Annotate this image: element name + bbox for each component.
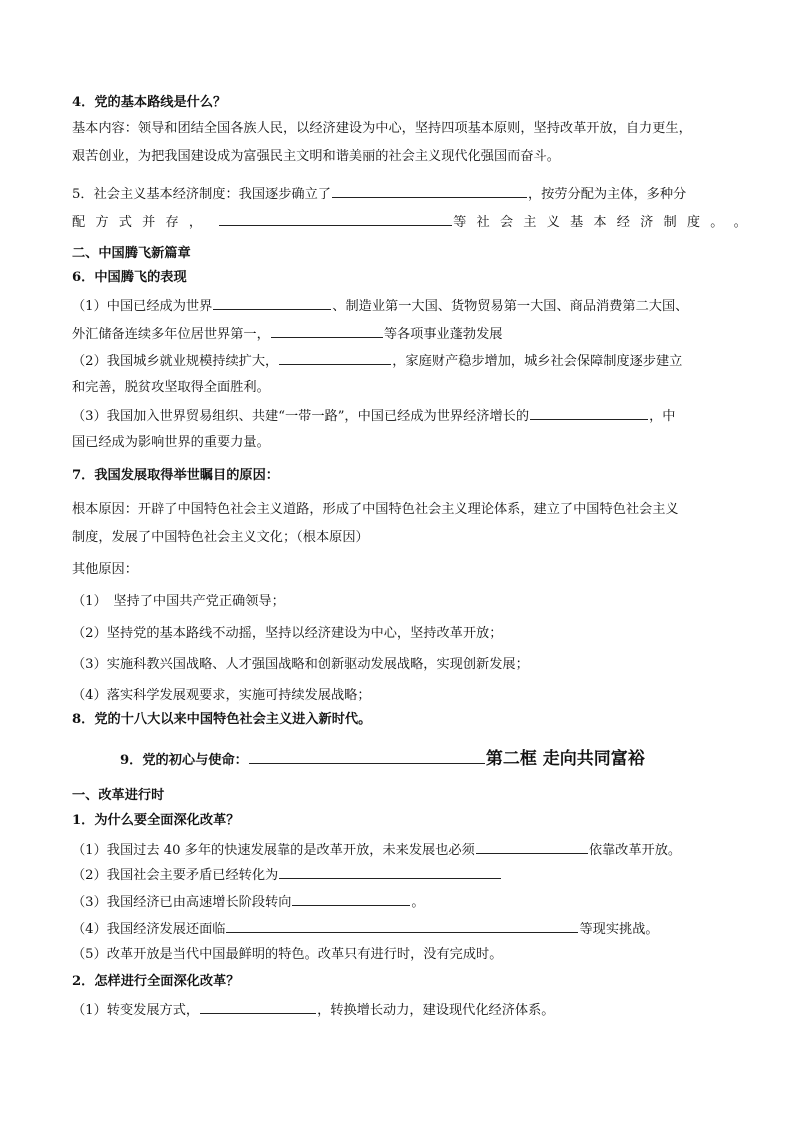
q7-root1: 根本原因：开辟了中国特色社会主义道路，形成了中国特色社会主义理论体系，建立了中国特色社会主义 xyxy=(72,502,679,517)
r2-p1-text-a: （1）转变发展方式， xyxy=(72,1003,200,1018)
r1-p5: （5）改革开放是当代中国最鲜明的特色。改革只有进行时，没有完成时。 xyxy=(72,947,503,962)
fill-blank[interactable] xyxy=(249,749,485,764)
q8-title: 8．党的十八大以来中国特色社会主义进入新时代。 xyxy=(72,712,372,727)
r1-p1-text-a: （1）我国过去 40 多年的快速发展靠的是改革开放，未来发展也必须 xyxy=(72,843,475,858)
fill-blank[interactable] xyxy=(476,839,588,854)
fill-blank[interactable] xyxy=(292,891,410,906)
fill-blank[interactable] xyxy=(279,864,501,879)
q5-text-b: ，按劳分配为主体，多种分 xyxy=(527,187,687,202)
q6-p2-text-a: （2）我国城乡就业规模持续扩大， xyxy=(72,354,279,369)
fill-blank[interactable] xyxy=(530,405,648,420)
fill-blank[interactable] xyxy=(332,183,527,198)
r1-p2-text-a: （2）我国社会主要矛盾已经转化为 xyxy=(72,868,279,883)
q6-p3-line2: 国已经成为影响世界的重要力量。 xyxy=(72,435,270,450)
fill-blank[interactable] xyxy=(279,350,391,365)
q7-o4: （4）落实科学发展观要求，实施可持续发展战略； xyxy=(72,688,371,703)
fill-blank[interactable] xyxy=(213,295,331,310)
r1-p4 xyxy=(72,918,659,940)
r1-p3-text-b: 。 xyxy=(411,895,425,910)
q5-line1 xyxy=(72,183,686,205)
q5-text-d: 等 社 会 主 义 基 本 经 济 制 度 。 。 xyxy=(453,215,750,230)
q4-line1: 基本内容：领导和团结全国各族人民，以经济建设为中心，坚持四项基本原则，坚持改革开放，自力更生， xyxy=(72,121,692,136)
q7-other: 其他原因： xyxy=(72,562,138,577)
q6-p1-line2 xyxy=(72,323,503,345)
q6-p1-text-d: 等各项事业蓬勃发展 xyxy=(383,327,503,342)
q7-o2: （2）坚持党的基本路线不动摇，坚持以经济建设为中心，坚持改革开放； xyxy=(72,626,503,641)
r1-p4-text-b: 等现实挑战。 xyxy=(579,922,659,937)
q7-o1: （1） 坚持了中国共产党正确领导； xyxy=(72,594,285,609)
q6-p2-line1 xyxy=(72,350,682,372)
q6-p1-text-a: （1）中国已经成为世界 xyxy=(72,299,213,314)
q5-text-a: 5．社会主义基本经济制度：我国逐步确立了 xyxy=(72,187,331,202)
q9-title: 9．党的初心与使命： xyxy=(120,753,248,768)
r1-p1 xyxy=(72,839,681,861)
q6-p2-line2: 和完善，脱贫攻坚取得全面胜利。 xyxy=(72,380,270,395)
q6-title: 6．中国腾飞的表现 xyxy=(72,270,187,285)
fill-blank[interactable] xyxy=(271,323,383,338)
r2-p1-text-b: ，转换增长动力，建设现代化经济体系。 xyxy=(317,1003,555,1018)
section-1-title: 一、改革进行时 xyxy=(72,788,165,803)
r1-p3 xyxy=(72,891,425,913)
r1-p1-text-b: 依靠改革开放。 xyxy=(588,843,682,858)
q7-root2: 制度，发展了中国特色社会主义文化；（根本原因） xyxy=(72,530,369,545)
r2-title: 2．怎样进行全面深化改革？ xyxy=(72,974,240,989)
q7-title: 7．我国发展取得举世瞩目的原因： xyxy=(72,468,279,483)
q9-and-frame-title xyxy=(120,748,645,772)
q6-p2-text-b: ，家庭财产稳步增加，城乡社会保障制度逐步建立 xyxy=(392,354,683,369)
fill-blank[interactable] xyxy=(200,999,316,1014)
r1-p2 xyxy=(72,864,502,886)
q6-p1-text-c: 外汇储备连续多年位居世界第一， xyxy=(72,327,270,342)
q6-p3-text-b: ，中 xyxy=(649,409,676,424)
q6-p3-text-a: （3）我国加入世界贸易组织、共建“一带一路”，中国已经成为世界经济增长的 xyxy=(72,409,530,424)
r1-title: 1．为什么要全面深化改革？ xyxy=(72,813,240,828)
frame-2-title: 第二框 走向共同富裕 xyxy=(485,749,645,769)
r1-p4-text-a: （4）我国经济发展还面临 xyxy=(72,922,226,937)
q6-p1-line1 xyxy=(72,295,688,317)
q5-text-c: 配 方 式 并 存 ， xyxy=(72,215,206,230)
q4-title: 4．党的基本路线是什么？ xyxy=(72,95,227,110)
q6-p3-line1 xyxy=(72,405,675,427)
fill-blank[interactable] xyxy=(226,918,578,933)
q6-p1-text-b: 、制造业第一大国、货物贸易第一大国、商品消费第二大国、 xyxy=(332,299,689,314)
r1-p3-text-a: （3）我国经济已由高速增长阶段转向 xyxy=(72,895,292,910)
q7-o3: （3）实施科教兴国战略、人才强国战略和创新驱动发展战略，实现创新发展； xyxy=(72,657,529,672)
q4-line2: 艰苦创业，为把我国建设成为富强民主文明和谐美丽的社会主义现代化强国而奋斗。 xyxy=(72,149,560,164)
r2-p1 xyxy=(72,999,554,1021)
section-2-title: 二、中国腾飞新篇章 xyxy=(72,246,191,261)
q5-line2 xyxy=(72,211,750,233)
fill-blank[interactable] xyxy=(219,211,452,226)
